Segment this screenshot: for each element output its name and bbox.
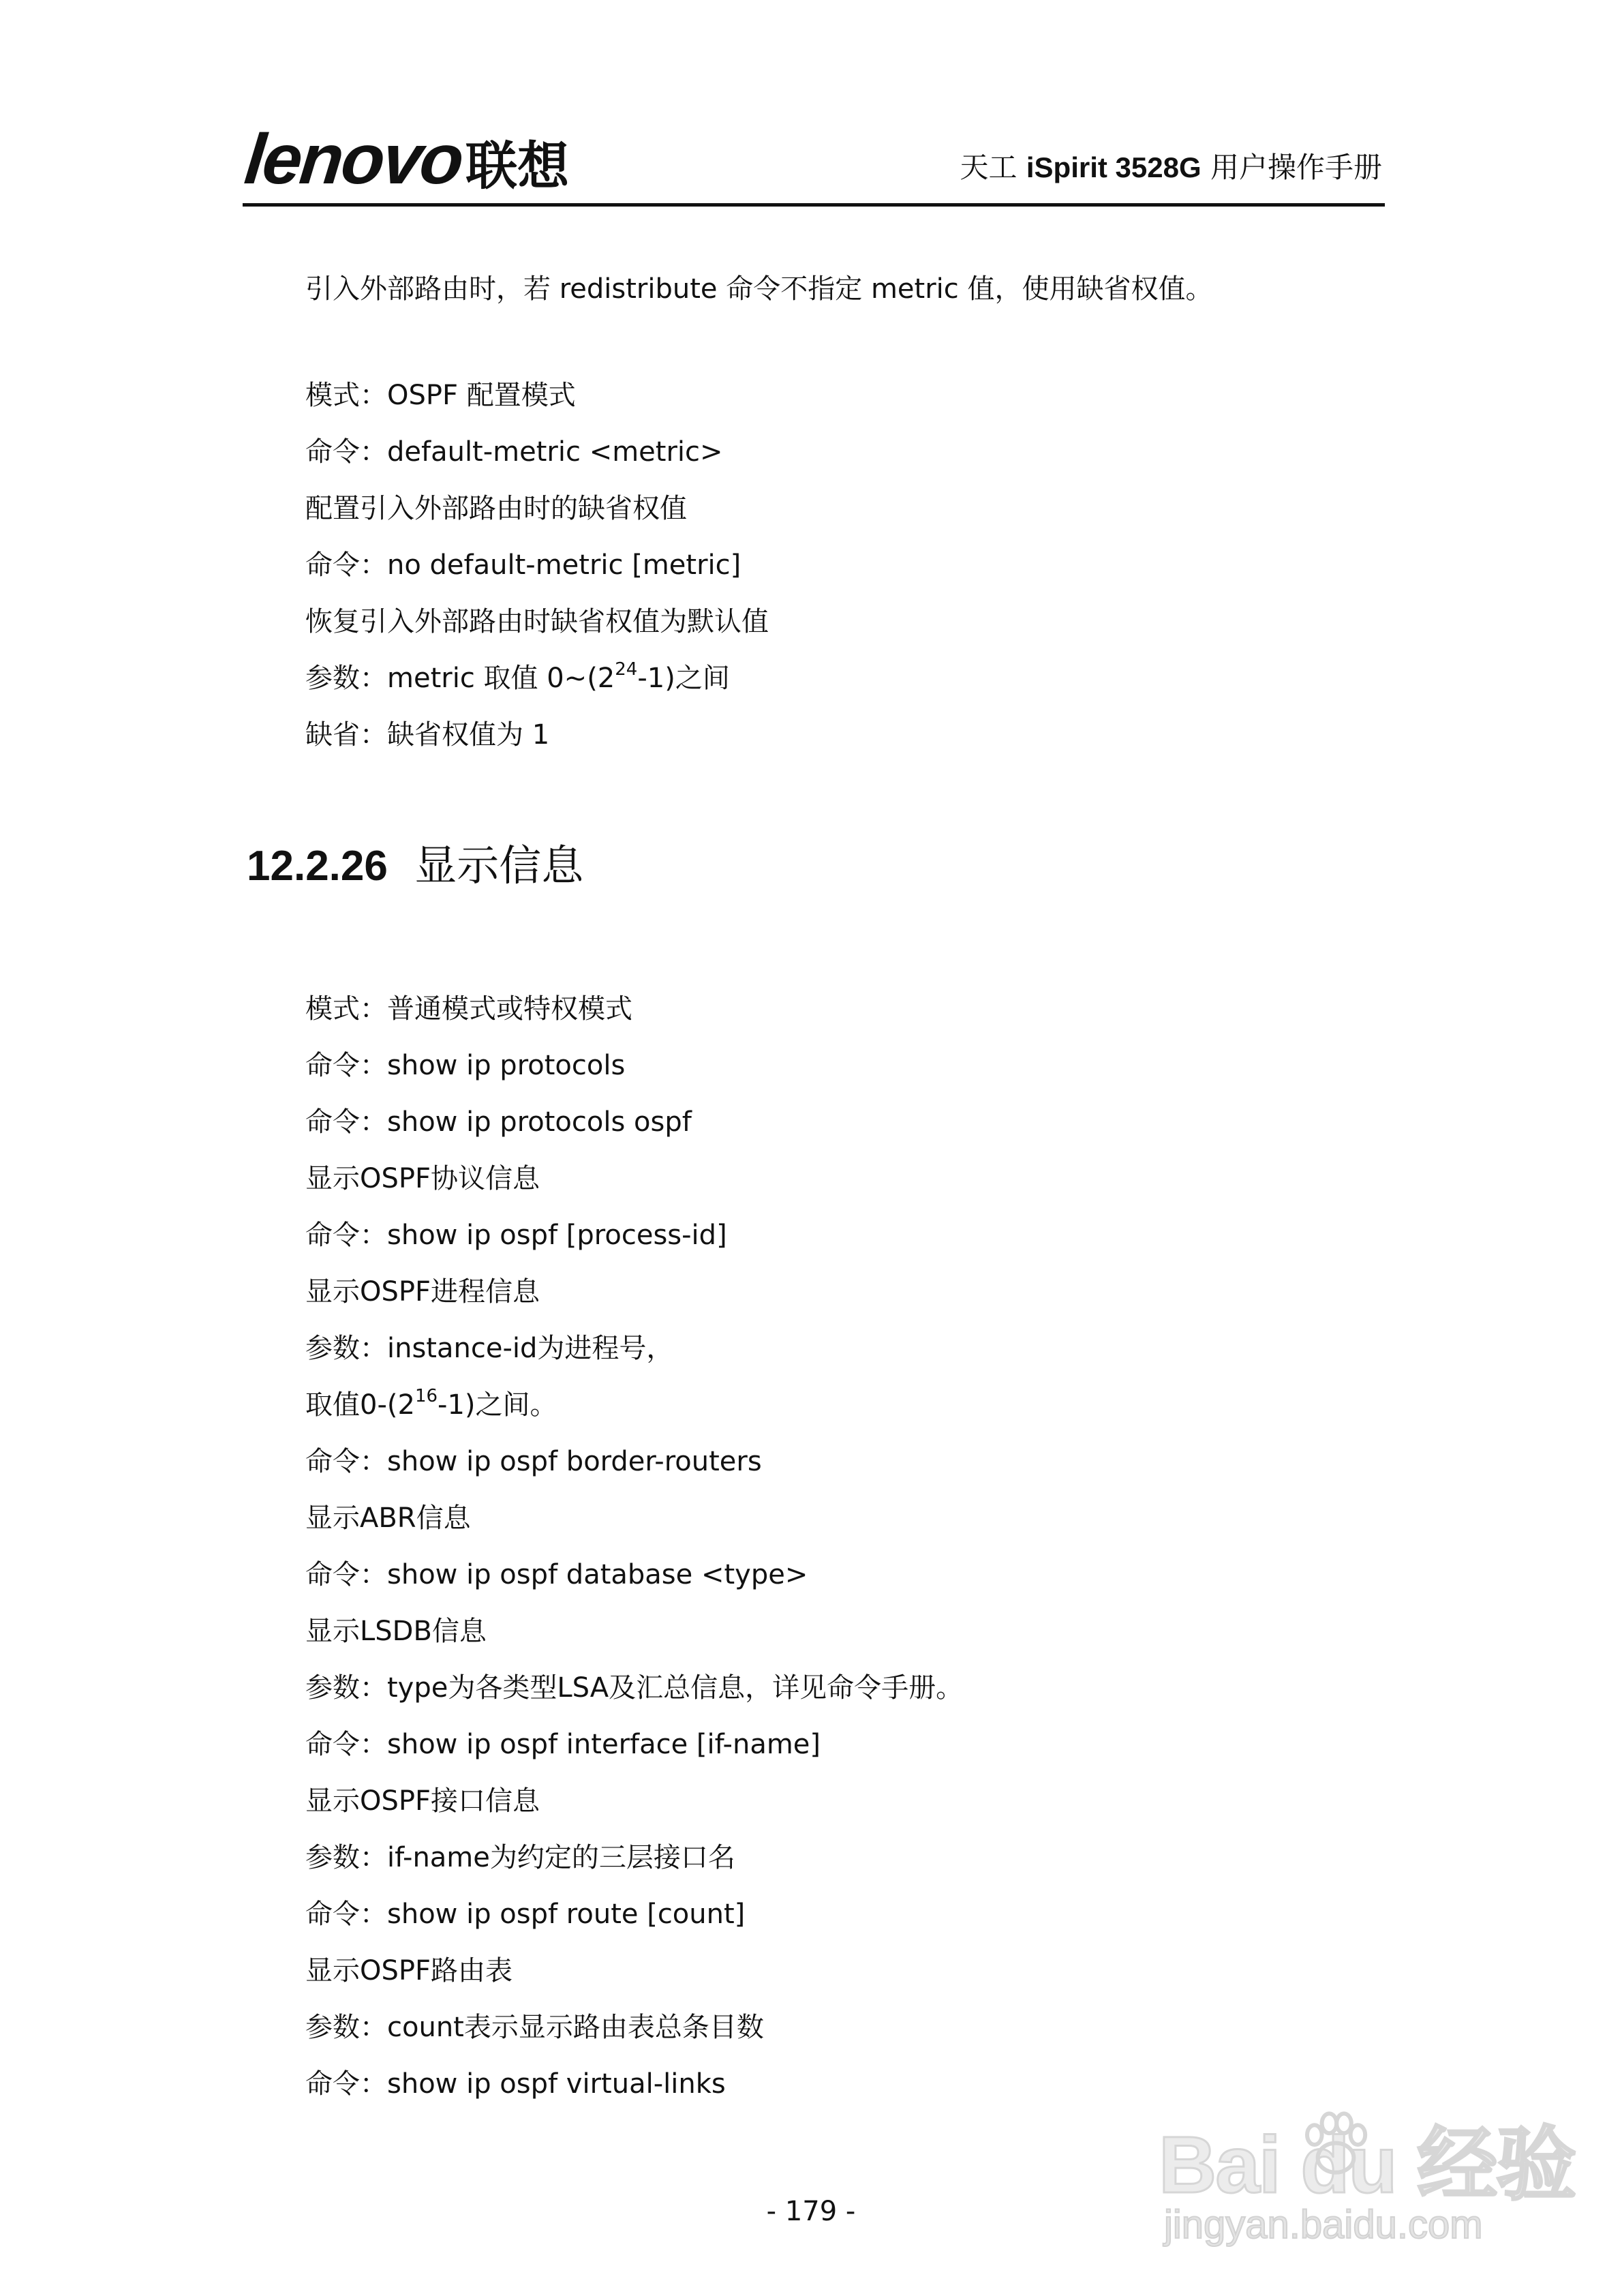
instance-id-range [305, 1386, 557, 1424]
show-route-command: 命令：show ip ospf route [count] [305, 1899, 746, 1930]
show-ip-protocols-ospf-command: 命令：show ip protocols ospf [305, 1106, 692, 1138]
section-title: 显示信息 [414, 841, 584, 890]
show-protocols-description: 显示OSPF协议信息 [305, 1163, 540, 1194]
manual-title [960, 149, 1383, 187]
no-default-metric-description: 恢复引入外部路由时缺省权值为默认值 [305, 606, 769, 637]
baidu-jingyan-watermark [1159, 2100, 1576, 2270]
show-interface-command: 命令：show ip ospf interface [if-name] [305, 1729, 821, 1760]
default-metric-description: 配置引入外部路由时的缺省权值 [305, 493, 687, 524]
metric-default: 缺省：缺省权值为 1 [305, 719, 550, 751]
count-parameter: 参数：count表示显示路由表总条目数 [305, 2012, 764, 2043]
show-virtual-links-command: 命令：show ip ospf virtual-links [305, 2068, 726, 2100]
show-border-routers-command: 命令：show ip ospf border-routers [305, 1446, 762, 1477]
instance-id-range-end: -1)之间。 [438, 1389, 557, 1421]
instance-id-parameter: 参数：instance-id为进程号， [305, 1333, 674, 1364]
default-metric-command: 命令：default-metric <metric> [305, 436, 723, 468]
type-parameter: 参数：type为各类型LSA及汇总信息，详见命令手册。 [305, 1672, 964, 1704]
show-ospf-description: 显示OSPF进程信息 [305, 1276, 540, 1308]
show-database-description: 显示LSDB信息 [305, 1616, 487, 1647]
instance-id-range-text: 取值0-(2 [305, 1389, 415, 1421]
section-heading [247, 837, 583, 895]
watermark-url: jingyan.baidu.com [1164, 2203, 1483, 2247]
no-default-metric-command: 命令：no default-metric [metric] [305, 549, 741, 581]
logo-latin-text: lenovo [241, 120, 466, 199]
header-divider [243, 203, 1385, 207]
intro-paragraph: 引入外部路由时，若 redistribute 命令不指定 metric 值，使用缺省权值。 [305, 273, 1213, 305]
paw-icon [1295, 2104, 1377, 2186]
show-mode: 模式：普通模式或特权模式 [305, 993, 632, 1025]
metric-parameter [305, 659, 730, 697]
manual-title-suffix: 用户操作手册 [1201, 151, 1382, 184]
instance-id-exponent: 16 [414, 1386, 438, 1406]
show-ip-ospf-command: 命令：show ip ospf [process-id] [305, 1220, 727, 1251]
watermark-main-text: Bai du 经验 [1159, 2120, 1576, 2210]
default-metric-mode: 模式：OSPF 配置模式 [305, 380, 576, 411]
show-route-description: 显示OSPF路由表 [305, 1955, 513, 1987]
show-interface-description: 显示OSPF接口信息 [305, 1785, 540, 1817]
lenovo-logo [241, 120, 570, 199]
metric-parameter-text: 参数：metric 取值 0~(2 [305, 663, 615, 694]
show-ip-protocols-command: 命令：show ip protocols [305, 1050, 626, 1081]
logo-chinese-text: 联想 [465, 136, 570, 196]
manual-title-prefix: 天工 [960, 151, 1026, 184]
show-border-routers-description: 显示ABR信息 [305, 1502, 471, 1534]
if-name-parameter: 参数：if-name为约定的三层接口名 [305, 1842, 735, 1873]
page-number: - 179 - [766, 2196, 856, 2227]
metric-exponent: 24 [615, 659, 638, 680]
show-database-command: 命令：show ip ospf database <type> [305, 1559, 808, 1590]
metric-parameter-end: -1)之间 [637, 663, 730, 694]
manual-title-product: iSpirit 3528G [1026, 151, 1202, 183]
section-number: 12.2.26 [247, 843, 388, 890]
